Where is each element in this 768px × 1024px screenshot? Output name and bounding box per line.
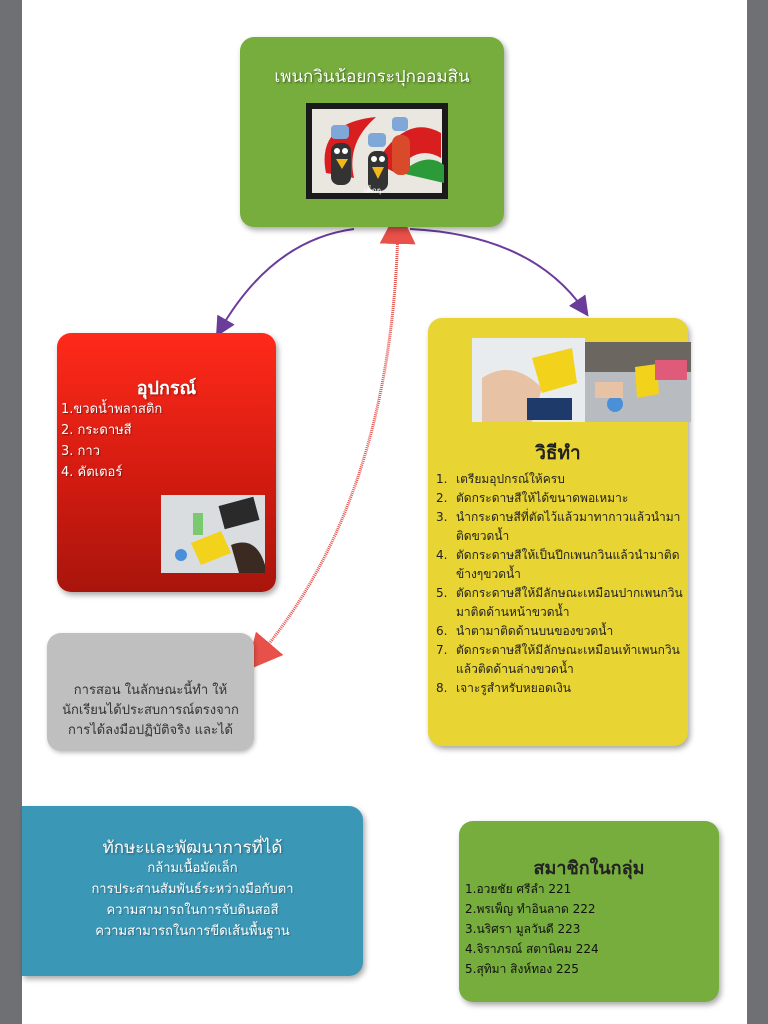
- members-box: [459, 821, 719, 1002]
- member-item: 3.นริศรา มูลวันดี 223: [465, 922, 581, 936]
- project-title-box: [240, 37, 504, 227]
- steps-title: วิธีทำ: [535, 442, 581, 464]
- step-item: 2. ตัดกระดาษสีให้ได้ขนาดพอเหมาะ: [436, 491, 629, 505]
- material-item: 3. กาว: [61, 444, 101, 459]
- members-list: [465, 879, 599, 979]
- member-item: 4.จิราภรณ์ สตานิคม 224: [465, 942, 599, 956]
- skill-item: ความสามารถในการขีดเส้นพื้นฐาน: [95, 924, 290, 939]
- material-item: 4. คัตเตอร์: [61, 465, 123, 480]
- material-item: 2. กระดาษสี: [61, 423, 132, 438]
- step-item: 4. ตัดกระดาษสีให้เป็นปีกเพนกวินแล้วนำมาติดข้างๆขวดน้ำ: [436, 548, 680, 581]
- step-item: 8. เจาะรูสำหรับหยอดเงิน: [436, 681, 571, 695]
- project-title: เพนกวินน้อยกระปุกออมสิน: [274, 67, 470, 87]
- step-item: 1. เตรียมอุปกรณ์ให้ครบ: [436, 472, 565, 486]
- step-item: 3. นำกระดาษสีที่ตัดไว้แล้วมาทากาวแล้วนำมาติดขวดน้ำ: [436, 510, 681, 543]
- step-item: 5. ตัดกระดาษสีให้มีลักษณะเหมือนปากเพนกวินมาติดด้านหน้าขวดน้ำ: [436, 586, 683, 619]
- poster-page: [22, 0, 747, 1024]
- arrow-title-to-note: [258, 226, 398, 657]
- steps-photo-1: [472, 338, 585, 422]
- arrow-to-materials: [220, 229, 354, 330]
- steps-box: [428, 318, 688, 746]
- members-title: สมาชิกในกลุ่ม: [533, 858, 645, 879]
- materials-title: อุปกรณ์: [136, 378, 197, 399]
- materials-box: [57, 333, 276, 592]
- member-item: 2.พรเพ็ญ ทำอินลาด 222: [465, 902, 596, 916]
- classroom-image: [585, 342, 691, 422]
- photo-caption: เด็กๆ: [364, 186, 382, 195]
- teaching-note-box: [47, 633, 254, 751]
- penguin-banks-photo: [306, 103, 448, 199]
- materials-list: [61, 399, 162, 483]
- crafting-hands-image: [472, 338, 585, 422]
- material-item: 1.ขวดน้ำพลาสติก: [61, 402, 163, 417]
- materials-photo: [161, 495, 265, 573]
- skill-item: การประสานสัมพันธ์ระหว่างมือกับตา: [91, 882, 294, 897]
- member-item: 1.อวยชัย ศรีลำ 221: [465, 882, 572, 896]
- skill-item: ความสามารถในการจับดินสอสี: [106, 903, 279, 918]
- crafting-image: [161, 495, 265, 573]
- arrow-to-steps: [410, 229, 584, 310]
- steps-photo-2: [585, 342, 691, 422]
- step-item: 6. นำตามาติดด้านบนของขวดน้ำ: [436, 624, 614, 638]
- skills-title: ทักษะและพัฒนาการที่ได้: [102, 838, 283, 858]
- member-item: 5.สุทิมา สิงห์ทอง 225: [465, 962, 579, 976]
- penguin-image: [306, 103, 448, 199]
- skills-box: [22, 806, 363, 976]
- skill-item: กล้ามเนื้อมัดเล็ก: [147, 861, 238, 876]
- step-item: 7. ตัดกระดาษสีให้มีลักษณะเหมือนเท้าเพนกวินแล้วติดด้านล่างขวดน้ำ: [436, 643, 680, 676]
- steps-list: [436, 470, 686, 698]
- teaching-note-text: การสอน ในลักษณะนี้ทำ ให้นักเรียนได้ประสบการณ์ตรงจากการได้ลงมือปฏิบัติจริง และได้: [62, 683, 239, 738]
- skills-list: [22, 858, 363, 942]
